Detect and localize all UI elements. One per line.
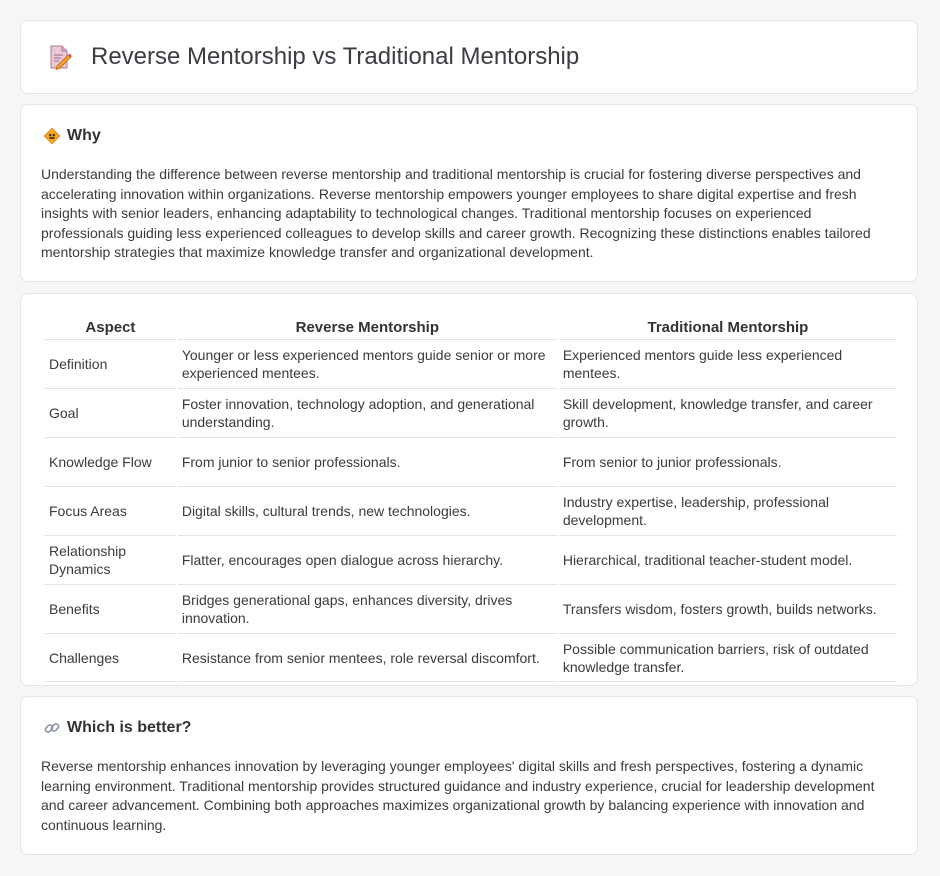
why-text: Understanding the difference between reverse mentorship and traditional mentorship is crucial for fostering diverse perspectives and accelerating innovation within organizations. Reverse mentorship empowers younger employees to share digital expertise and fresh insights with senior leaders, enhancing adaptability to technological changes. Traditional mentorship focuses on experienced professionals guiding less experienced colleagues to develop skills and career growth. Recognizing these distinctions enables tailored mentorship strategies that maximize knowledge transfer and organizational development.: [41, 166, 871, 260]
edit-document-icon: [45, 43, 73, 71]
reverse-cell: Younger or less experienced mentors guide senior or more experienced mentees.: [178, 339, 557, 388]
better-heading: Which is better?: [67, 719, 192, 736]
traditional-cell: Hierarchical, traditional teacher-student model.: [559, 535, 897, 584]
reverse-cell: Digital skills, cultural trends, new technologies.: [178, 486, 557, 535]
aspect-cell: Goal: [45, 388, 176, 437]
traditional-cell: From senior to junior professionals.: [559, 437, 897, 486]
aspect-cell: Relationship Dynamics: [45, 535, 176, 584]
table-row: [45, 633, 897, 682]
reverse-cell: Resistance from senior mentees, role reversal discomfort.: [178, 633, 557, 682]
warning-sign-icon: [43, 127, 61, 145]
table-header-row: [45, 314, 897, 339]
reverse-cell: Foster innovation, technology adoption, and generational understanding.: [178, 388, 557, 437]
aspect-cell: Benefits: [45, 584, 176, 633]
comparison-table-card: [20, 293, 918, 686]
aspect-cell: Challenges: [45, 633, 176, 682]
table-row: [45, 437, 897, 486]
traditional-cell: Experienced mentors guide less experienced mentees.: [559, 339, 897, 388]
better-text: Reverse mentorship enhances innovation by leveraging younger employees' digital skills and fresh perspectives, fostering a dynamic learning environment. Traditional mentorship provides structured guidance and industry experience, crucial for leadership development and career advancement. Combining both approaches maximizes organizational growth by balancing experience with innovation and continuous learning.: [41, 758, 875, 833]
page-title: Reverse Mentorship vs Traditional Mentorship: [91, 43, 580, 70]
reverse-cell: Flatter, encourages open dialogue across hierarchy.: [178, 535, 557, 584]
traditional-cell: Transfers wisdom, fosters growth, builds networks.: [559, 584, 897, 633]
table-row: [45, 584, 897, 633]
table-row: [45, 388, 897, 437]
aspect-cell: Focus Areas: [45, 486, 176, 535]
table-row: [45, 535, 897, 584]
reverse-cell: Bridges generational gaps, enhances diversity, drives innovation.: [178, 584, 557, 633]
aspect-cell: Knowledge Flow: [45, 437, 176, 486]
why-section: [20, 104, 918, 282]
which-is-better-section: [20, 696, 918, 855]
traditional-cell: Industry expertise, leadership, professional development.: [559, 486, 897, 535]
traditional-cell: Possible communication barriers, risk of outdated knowledge transfer.: [559, 633, 897, 682]
table-row: [45, 339, 897, 388]
header-traditional-mentorship: Traditional Mentorship: [647, 319, 809, 336]
why-heading: Why: [67, 127, 101, 144]
header-reverse-mentorship: Reverse Mentorship: [295, 319, 440, 336]
traditional-cell: Skill development, knowledge transfer, and career growth.: [559, 388, 897, 437]
reverse-cell: From junior to senior professionals.: [178, 437, 557, 486]
header-aspect: Aspect: [85, 319, 136, 336]
header-card: [20, 20, 918, 94]
comparison-table: [43, 314, 899, 682]
link-icon: [43, 719, 61, 737]
table-row: [45, 486, 897, 535]
aspect-cell: Definition: [45, 339, 176, 388]
